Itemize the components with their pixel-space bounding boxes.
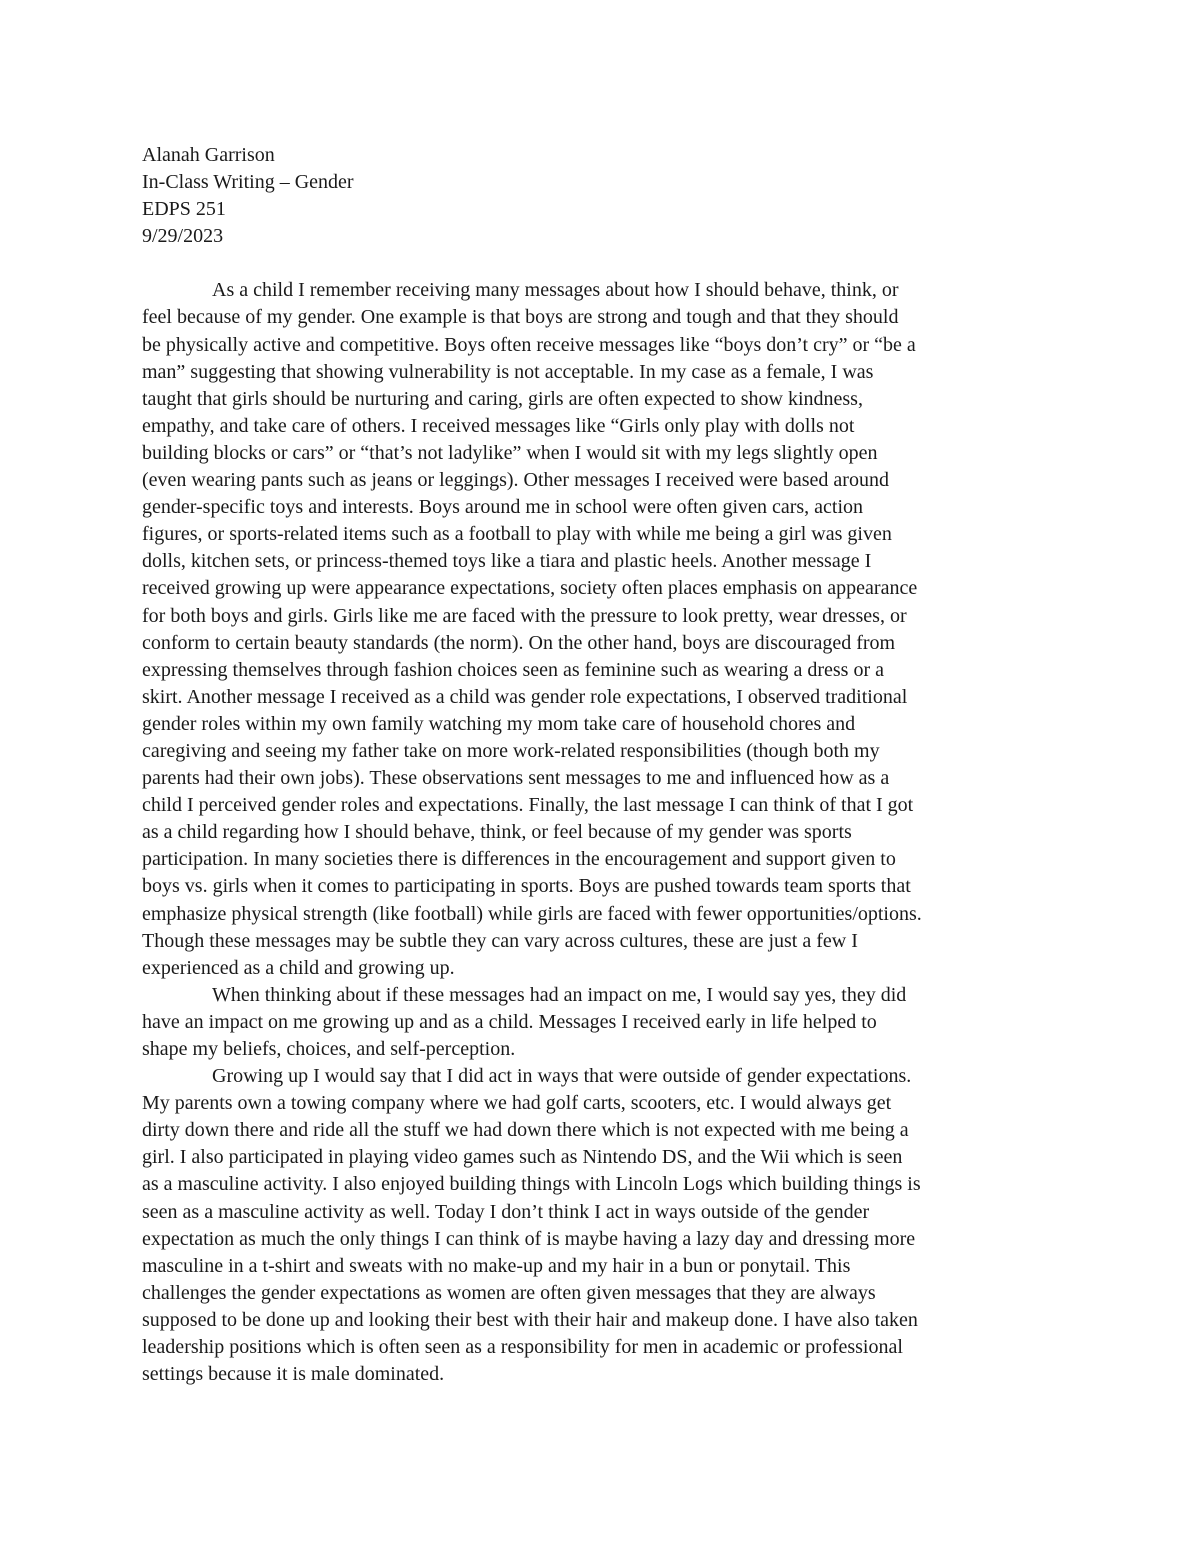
text-line: for both boys and girls. Girls like me are faced with the pressure to look pretty, wear dresses, or [142, 604, 907, 627]
text-line: empathy, and take care of others. I received messages like “Girls only play with dolls not [142, 414, 855, 437]
text-line: man” suggesting that showing vulnerability is not acceptable. In my case as a female, I was [142, 360, 874, 383]
text-line: as a masculine activity. I also enjoyed building things with Lincoln Logs which building things is [142, 1173, 921, 1196]
text-line: dolls, kitchen sets, or princess-themed toys like a tiara and plastic heels. Another message I [142, 550, 872, 573]
text-line: As a child I remember receiving many messages about how I should behave, think, or [212, 279, 899, 302]
text-line: Though these messages may be subtle they can vary across cultures, these are just a few I [142, 929, 858, 952]
text-line: dirty down there and ride all the stuff we had down there which is not expected with me being a [142, 1119, 909, 1142]
paragraph-3 [142, 1063, 1062, 1388]
text-line: participation. In many societies there is differences in the encouragement and support given to [142, 848, 896, 871]
author-name: Alanah Garrison [142, 144, 275, 166]
text-line: challenges the gender expectations as women are often given messages that they are always [142, 1281, 876, 1304]
text-line: caregiving and seeing my father take on more work-related responsibilities (though both my [142, 739, 880, 762]
text-line: have an impact on me growing up and as a child. Messages I received early in life helped to [142, 1010, 877, 1033]
text-line: be physically active and competitive. Boys often receive messages like “boys don’t cry” or “be a [142, 333, 916, 356]
header-spacer [142, 250, 1062, 277]
text-line: seen as a masculine activity as well. Today I don’t think I act in ways outside of the gender [142, 1200, 870, 1223]
text-line: girl. I also participated in playing video games such as Nintendo DS, and the Wii which is seen [142, 1146, 903, 1169]
text-line: expectation as much the only things I can think of is maybe having a lazy day and dressing more [142, 1227, 916, 1250]
paragraph-2 [142, 982, 1062, 1063]
text-line: settings because it is male dominated. [142, 1363, 445, 1386]
text-line: building blocks or cars” or “that’s not ladylike” when I would sit with my legs slightly open [142, 441, 878, 464]
text-line: boys vs. girls when it comes to participating in sports. Boys are pushed towards team sports that [142, 875, 911, 898]
text-line: shape my beliefs, choices, and self-perception. [142, 1038, 516, 1060]
paragraph-1 [142, 277, 1062, 981]
assignment-title: In-Class Writing – Gender [142, 171, 354, 194]
text-line: supposed to be done up and looking their best with their hair and makeup done. I have also taken [142, 1308, 918, 1331]
text-line: leadership positions which is often seen as a responsibility for men in academic or professional [142, 1336, 903, 1359]
text-line: emphasize physical strength (like football) while girls are faced with fewer opportunities/options. [142, 902, 922, 925]
text-line: Growing up I would say that I did act in ways that were outside of gender expectations. [212, 1065, 912, 1088]
text-line: When thinking about if these messages had an impact on me, I would say yes, they did [212, 983, 907, 1006]
text-line: gender-specific toys and interests. Boys around me in school were often given cars, action [142, 496, 864, 519]
document-page [142, 142, 1062, 1388]
text-line: as a child regarding how I should behave, think, or feel because of my gender was sports [142, 821, 852, 844]
text-line: figures, or sports-related items such as a football to play with while me being a girl was given [142, 523, 892, 546]
course-code: EDPS 251 [142, 198, 226, 221]
text-line: received growing up were appearance expectations, society often places emphasis on appearance [142, 577, 918, 600]
text-line: expressing themselves through fashion choices seen as feminine such as wearing a dress or a [142, 658, 885, 681]
text-line: child I perceived gender roles and expectations. Finally, the last message I can think of that I got [142, 794, 914, 817]
text-line: skirt. Another message I received as a child was gender role expectations, I observed traditional [142, 685, 908, 708]
text-line: parents had their own jobs). These observations sent messages to me and influenced how as a [142, 767, 890, 790]
text-line: (even wearing pants such as jeans or leggings). Other messages I received were based around [142, 469, 889, 492]
text-line: feel because of my gender. One example is that boys are strong and tough and that they should [142, 306, 899, 329]
text-line: My parents own a towing company where we had golf carts, scooters, etc. I would always get [142, 1092, 892, 1115]
text-line: experienced as a child and growing up. [142, 956, 455, 979]
text-line: conform to certain beauty standards (the norm). On the other hand, boys are discouraged from [142, 631, 896, 654]
text-line: gender roles within my own family watching my mom take care of household chores and [142, 712, 856, 735]
document-header [142, 142, 1062, 250]
document-body [142, 277, 1062, 1388]
text-line: taught that girls should be nurturing and caring, girls are often expected to show kindness, [142, 387, 863, 410]
text-line: masculine in a t-shirt and sweats with no make-up and my hair in a bun or ponytail. This [142, 1254, 851, 1277]
document-date: 9/29/2023 [142, 225, 224, 248]
